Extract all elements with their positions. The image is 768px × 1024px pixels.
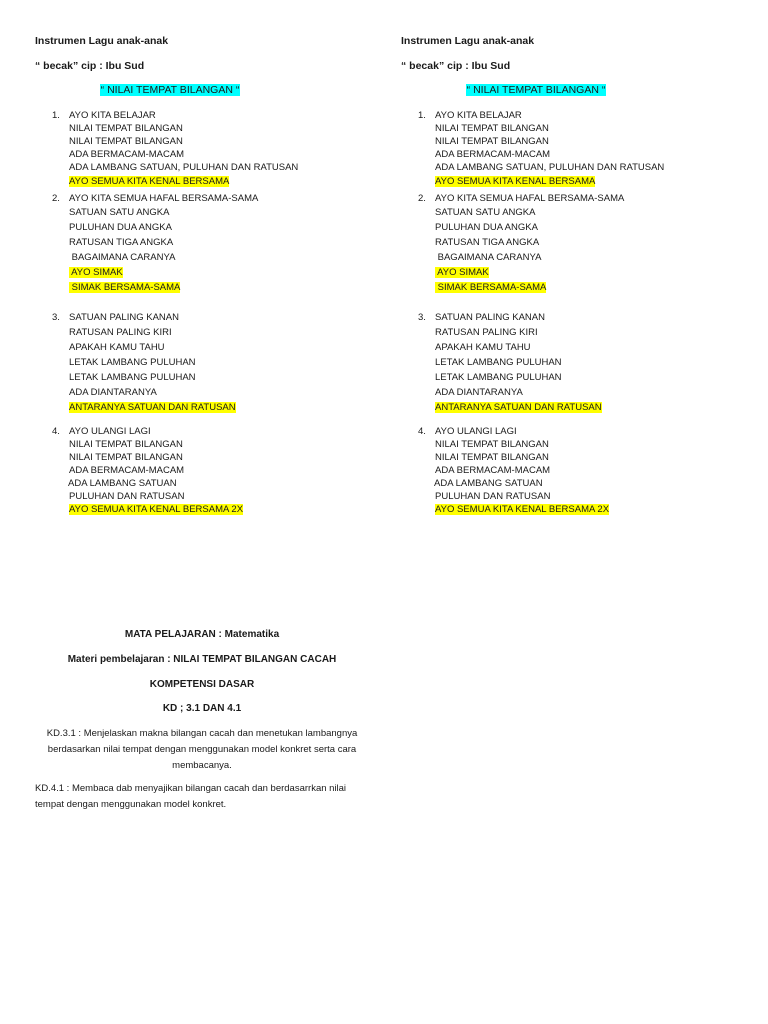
song-subtitle: “ becak” cip : Ibu Sud [401,60,511,72]
verse-line: NILAI TEMPAT BILANGAN [69,123,183,134]
verse-number: 3. [418,312,426,323]
verse-line: LETAK LAMBANG PULUHAN [69,372,196,383]
song-title: Instrumen Lagu anak-anak [35,35,169,47]
section-heading: “ NILAI TEMPAT BILANGAN “ [100,84,240,96]
verse-line: RATUSAN PALING KIRI [435,327,538,338]
song-subtitle: “ becak” cip : Ibu Sud [35,60,145,72]
verse-line: AYO KITA SEMUA HAFAL BERSAMA-SAMA [69,193,259,204]
verse-number: 4. [52,426,60,437]
verse-line: LETAK LAMBANG PULUHAN [435,357,562,368]
verse-line: NILAI TEMPAT BILANGAN [69,136,183,147]
verse-line-highlighted: ANTARANYA SATUAN DAN RATUSAN [69,402,236,413]
verse-number: 3. [52,312,60,323]
verse-line: ADA BERMACAM-MACAM [435,465,551,476]
verse-number: 2. [418,193,426,204]
verse-line: AYO KITA BELAJAR [69,110,156,121]
verse-line: NILAI TEMPAT BILANGAN [435,136,549,147]
verse-line: RATUSAN TIGA ANGKA [435,237,540,248]
verse-line: APAKAH KAMU TAHU [435,342,531,353]
verse-line: SATUAN PALING KANAN [435,312,545,323]
verse-line: SATUAN SATU ANGKA [435,207,536,218]
verse-number: 2. [52,193,60,204]
verse-line: AYO KITA SEMUA HAFAL BERSAMA-SAMA [435,193,625,204]
verse-line-highlighted: AYO SEMUA KITA KENAL BERSAMA 2X [69,504,244,515]
verse-line: RATUSAN PALING KIRI [69,327,172,338]
verse-line: NILAI TEMPAT BILANGAN [435,452,549,463]
kd41-paragraph: KD.4.1 : Membaca dab menyajikan bilangan cacah dan berdasarrkan nilai tempat dengan menggunakan model konkret. [35,783,347,810]
verse-line: PULUHAN DAN RATUSAN [435,491,551,502]
verse-line: ADA LAMBANG SATUAN [68,478,177,489]
verse-line: ADA BERMACAM-MACAM [69,149,185,160]
verse-line: NILAI TEMPAT BILANGAN [69,439,183,450]
verse-line-highlighted: AYO SEMUA KITA KENAL BERSAMA [69,176,230,187]
verse-line-highlighted: AYO SIMAK [435,267,489,278]
verse-line: ADA LAMBANG SATUAN, PULUHAN DAN RATUSAN [69,162,299,173]
verse-line: LETAK LAMBANG PULUHAN [435,372,562,383]
verse-line: ADA LAMBANG SATUAN, PULUHAN DAN RATUSAN [435,162,665,173]
verse-line: AYO KITA BELAJAR [435,110,522,121]
verse-number: 1. [52,110,60,121]
verse-line: PULUHAN DAN RATUSAN [69,491,185,502]
verse-line: NILAI TEMPAT BILANGAN [435,123,549,134]
kd31-paragraph: KD.3.1 : Menjelaskan makna bilangan cacah dan menetukan lambangnya berdasarkan nilai tempat dengan menggunakan model konkret serta cara membacanya. [46,728,358,771]
verse-line: SATUAN PALING KANAN [69,312,179,323]
competency-heading: KOMPETENSI DASAR [149,679,255,690]
verse-line: ADA DIANTARANYA [435,387,523,398]
verse-line: PULUHAN DUA ANGKA [69,222,172,233]
verse-line-highlighted: AYO SIMAK [69,267,123,278]
verse-line: PULUHAN DUA ANGKA [435,222,538,233]
verse-line-highlighted: ANTARANYA SATUAN DAN RATUSAN [435,402,602,413]
kd-heading: KD ; 3.1 DAN 4.1 [162,703,242,714]
verse-line-highlighted: SIMAK BERSAMA-SAMA [69,282,181,293]
verse-line: NILAI TEMPAT BILANGAN [69,452,183,463]
verse-line: NILAI TEMPAT BILANGAN [435,439,549,450]
verse-line: AYO ULANGI LAGI [435,426,517,437]
verse-line: SATUAN SATU ANGKA [69,207,170,218]
verse-number: 4. [418,426,426,437]
verse-line: ADA BERMACAM-MACAM [69,465,185,476]
verse-number: 1. [418,110,426,121]
verse-line-highlighted: AYO SEMUA KITA KENAL BERSAMA 2X [435,504,610,515]
section-heading-wrap [35,84,305,96]
section-heading-wrap [401,84,671,96]
verse-line: RATUSAN TIGA ANGKA [69,237,174,248]
verse-line: ADA BERMACAM-MACAM [435,149,551,160]
verse-line: ADA LAMBANG SATUAN [434,478,543,489]
subject-heading: MATA PELAJARAN : Matematika [124,629,280,640]
song-title: Instrumen Lagu anak-anak [401,35,535,47]
verse-line: BAGAIMANA CARANYA [69,252,176,263]
verse-line: LETAK LAMBANG PULUHAN [69,357,196,368]
verse-line: APAKAH KAMU TAHU [69,342,165,353]
verse-line-highlighted: SIMAK BERSAMA-SAMA [435,282,547,293]
section-heading: “ NILAI TEMPAT BILANGAN “ [466,84,606,96]
verse-line: BAGAIMANA CARANYA [435,252,542,263]
material-heading: Materi pembelajaran : NILAI TEMPAT BILANGAN CACAH [67,654,337,665]
verse-line: AYO ULANGI LAGI [69,426,151,437]
verse-line: ADA DIANTARANYA [69,387,157,398]
verse-line-highlighted: AYO SEMUA KITA KENAL BERSAMA [435,176,596,187]
